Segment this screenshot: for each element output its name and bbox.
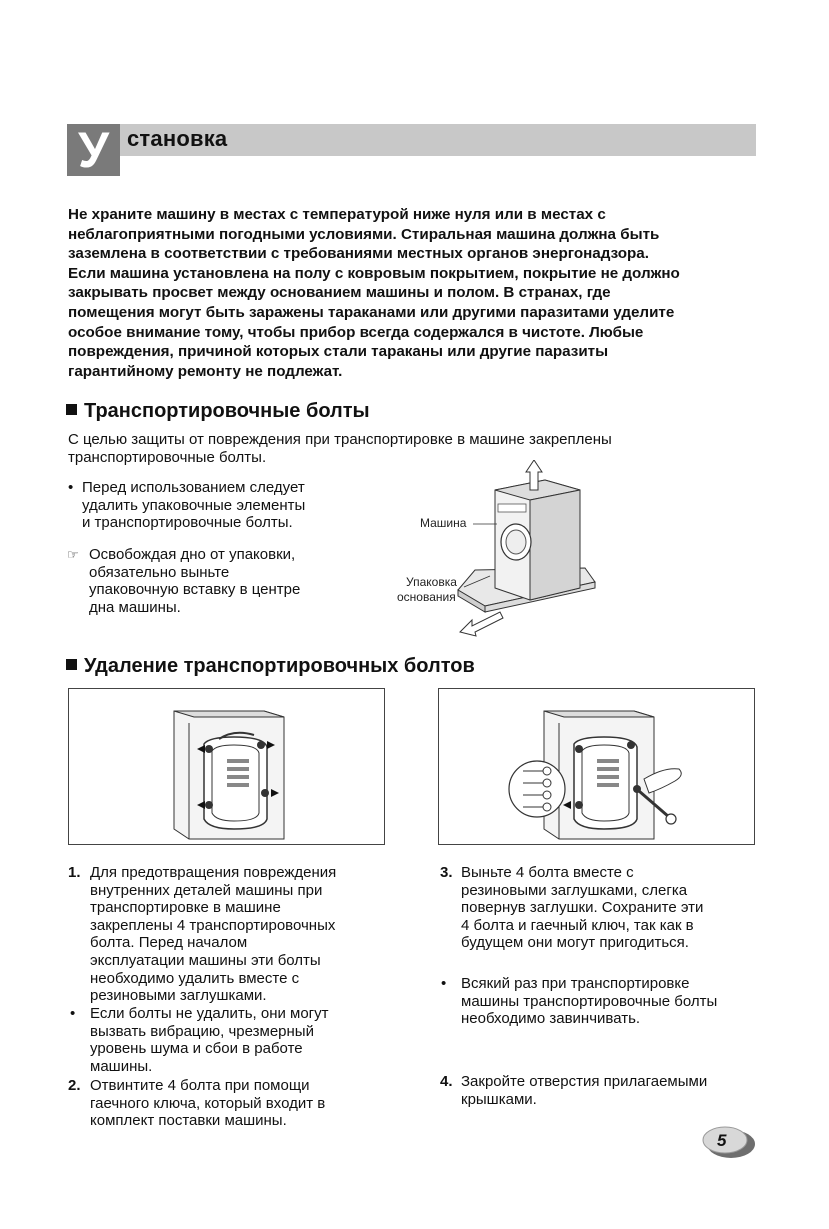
step-1-number: 1. <box>68 864 81 881</box>
label-machine: Машина <box>420 516 467 530</box>
bullet-line: Если болты не удалить, они могут <box>90 1005 329 1022</box>
bullet-mark: • <box>441 975 447 992</box>
square-bullet-icon <box>66 659 77 670</box>
step-line: комплект поставки машины. <box>90 1112 287 1130</box>
intro-line: повреждения, причиной которых стали тараканы или другие паразиты <box>68 343 609 361</box>
page-number: 5 <box>717 1131 727 1150</box>
illustration-frame-left <box>68 688 385 845</box>
bullet-line: необходимо завинчивать. <box>461 1010 641 1028</box>
intro-line: закрывать просвет между основанием машины и полом. В странах, где <box>68 284 611 302</box>
step-line: эксплуатации машины эти болты <box>90 951 321 969</box>
section-title: Удаление транспортировочных болтов <box>84 655 475 677</box>
step-line: 4 болта и гаечный ключ, так как в <box>461 916 694 934</box>
label-base-packaging: Упаковка <box>406 575 457 589</box>
intro-line: Не храните машину в местах с температурой ниже нуля или в местах с <box>68 206 606 223</box>
page-number-badge <box>697 1124 759 1160</box>
desc-line: С целью защиты от повреждения при транспортировке в машине закреплены <box>68 431 612 448</box>
step-line: болта. Перед началом <box>90 934 248 952</box>
section-transport-bolts-heading <box>66 400 370 423</box>
intro-line: Если машина установлена на полу с ковровым покрытием, покрытие не должно <box>68 264 680 282</box>
step-line: Для предотвращения повреждения <box>90 864 337 881</box>
step-line: закреплены 4 транспортировочных <box>90 916 336 934</box>
bullet-line: вызвать вибрацию, чрезмерный <box>90 1022 314 1040</box>
step-line: транспортировке в машине <box>90 899 281 917</box>
note-line: упаковочную вставку в центре <box>89 581 301 599</box>
section1-note <box>89 546 300 616</box>
bullet-mark: • <box>68 479 74 496</box>
note-line: дна машины. <box>89 598 181 616</box>
bullet-line: машины транспортировочные болты <box>461 992 718 1010</box>
step-line: Отвинтите 4 болта при помощи <box>90 1077 310 1094</box>
bullet-line: Перед использованием следует <box>82 479 305 496</box>
step-line: Закройте отверстия прилагаемыми <box>461 1073 708 1090</box>
pointing-hand-icon: ☞ <box>67 547 79 562</box>
desc-line: транспортировочные болты. <box>68 448 267 466</box>
bullet-line: удалить упаковочные элементы <box>82 496 306 514</box>
section1-bullet <box>82 479 305 532</box>
step-3-text <box>461 864 703 952</box>
step-line: будущем они могут пригодиться. <box>461 934 689 952</box>
intro-line: помещения могут быть заражены тараканами или другими паразитами уделите <box>68 303 675 321</box>
bullet-line: машины. <box>90 1057 153 1075</box>
note-line: обязательно выньте <box>89 563 230 581</box>
left-bullet-text <box>90 1005 329 1075</box>
step-4-text <box>461 1073 707 1108</box>
bullet-mark: • <box>70 1005 76 1022</box>
page-title: становка <box>127 126 228 151</box>
step-1-text <box>90 864 336 1005</box>
bolts-removed-wrench-illustration <box>439 689 753 843</box>
note-line: Освобождая дно от упаковки, <box>89 546 296 563</box>
step-2-number: 2. <box>68 1077 81 1094</box>
bullet-line: и транспортировочные болты. <box>82 514 293 532</box>
illustration-frame-right <box>438 688 755 845</box>
section-bolt-removal-heading <box>66 655 475 678</box>
step-line: внутренних деталей машины при <box>90 881 323 899</box>
step-line: повернув заглушки. Сохраните эти <box>461 899 704 917</box>
step-line: гаечного ключа, который входит в <box>90 1094 326 1112</box>
step-2-text <box>90 1077 325 1130</box>
step-4-number: 4. <box>440 1073 453 1090</box>
step-line: необходимо удалить вместе с <box>90 969 300 987</box>
step-line: резиновыми заглушками, слегка <box>461 881 688 899</box>
washing-machine-packaging-illustration <box>380 460 610 640</box>
intro-warning <box>68 205 758 381</box>
step-line: крышками. <box>461 1090 537 1108</box>
square-bullet-icon <box>66 404 77 415</box>
bullet-line: Всякий раз при транспортировке <box>461 975 690 992</box>
title-initial-box: У <box>67 124 120 176</box>
right-bullet-text <box>461 975 717 1028</box>
step-line: Выньте 4 болта вместе с <box>461 864 634 881</box>
machine-rear-bolts-illustration <box>69 689 383 843</box>
step-3-number: 3. <box>440 864 453 881</box>
intro-line: заземлена в соответствии с требованиями местных органов энергонадзора. <box>68 245 649 263</box>
section-title: Транспортировочные болты <box>84 400 370 422</box>
step-line: резиновыми заглушками. <box>90 987 267 1005</box>
intro-line: неблагоприятными погодными условиями. Стиральная машина должна быть <box>68 225 660 243</box>
label-base-packaging-2: основания <box>397 590 456 604</box>
intro-line: гарантийному ремонту не подлежат. <box>68 362 343 380</box>
intro-line: особое внимание тому, чтобы прибор всегда содержался в чистоте. Любые <box>68 323 644 341</box>
bullet-line: уровень шума и сбои в работе <box>90 1040 303 1058</box>
